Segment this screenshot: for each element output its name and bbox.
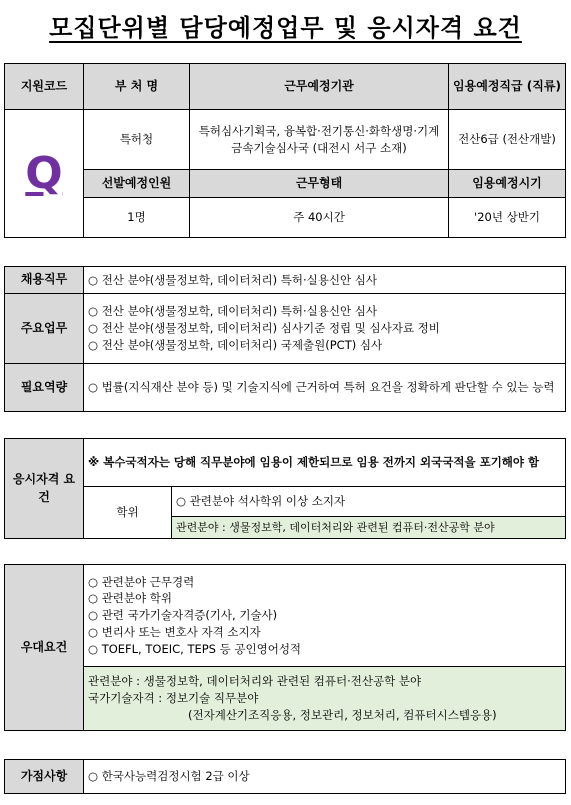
degree-value: ○ 관련분야 석사학위 이상 소지자 <box>172 487 566 517</box>
main-duties-list <box>84 294 566 364</box>
page-title: 모집단위별 담당예정업무 및 응시자격 요건 <box>49 14 522 42</box>
count-value: 1명 <box>84 198 190 238</box>
work-type-value: 주 40시간 <box>190 198 449 238</box>
list-item: ○ TOEFL, TOEIC, TEPS 등 공인영어성적 <box>88 641 302 656</box>
grade-value: 전산6급 (전산개발) <box>449 110 566 170</box>
list-item: ○ 전산 분야(생물정보학, 데이터처리) 국제출원(PCT) 심사 <box>88 337 383 352</box>
preference-label: 우대요건 <box>5 565 84 731</box>
qualification-label: 응시자격 요건 <box>5 439 84 539</box>
preference-list <box>84 565 566 667</box>
competency-item: ○ 법률(지식재산 분야 등) 및 기술지식에 근거하여 특허 요건을 정확하게 판단할 수 있는 능력 <box>84 364 566 412</box>
period-value: '20년 상반기 <box>449 198 566 238</box>
header-code: 지원코드 <box>5 64 84 110</box>
list-item: ○ 변리사 또는 변호사 자격 소지자 <box>88 624 261 639</box>
qualification-table <box>4 438 566 539</box>
header-period: 임용예정시기 <box>449 170 566 198</box>
preference-table <box>4 564 566 731</box>
list-item: ○ 전산 분야(생물정보학, 데이터처리) 심사기준 정립 및 심사자료 정비 <box>88 321 440 336</box>
dual-citizenship-note: ※ 복수국적자는 당해 직무분야에 임용이 제한되므로 임용 전까지 외국국적을 포기해야 함 <box>84 439 566 487</box>
list-item: ○ 관련분야 학위 <box>88 591 172 606</box>
bonus-label: 가점사항 <box>5 760 84 794</box>
header-count: 선발예정인원 <box>84 170 190 198</box>
list-item: ○ 관련 국가기술자격증(기사, 기술사) <box>88 608 278 623</box>
preference-related <box>84 667 566 731</box>
certificate-list: (전자계산기조직응용, 정보관리, 정보처리, 컴퓨터시스템응용) <box>188 707 497 722</box>
duties-table <box>4 266 566 412</box>
main-duties-label: 주요업무 <box>5 294 84 364</box>
degree-related-field: 관련분야 : 생물정보학, 데이터처리와 관련된 컴퓨터·전산공학 분야 <box>172 517 566 539</box>
position-info-table <box>4 63 566 238</box>
related-field: 관련분야 : 생물정보학, 데이터처리와 관련된 컴퓨터·전산공학 분야 <box>88 674 422 689</box>
agency-value: 특허심사기획국, 융복합·전기통신·화학생명·기계금속기술심사국 (대전시 서구 소재) <box>190 110 449 170</box>
hire-label: 채용직무 <box>5 267 84 294</box>
list-item: ○ 전산 분야(생물정보학, 데이터처리) 특허·실용신안 심사 <box>88 304 377 319</box>
header-dept: 부 처 명 <box>84 64 190 110</box>
national-certificate: 국가기술자격 : 정보기술 직무분야 <box>88 691 259 706</box>
header-agency: 근무예정기관 <box>190 64 449 110</box>
list-item: ○ 관련분야 근무경력 <box>88 574 195 589</box>
code-value: Q <box>5 110 84 238</box>
bonus-table <box>4 759 566 794</box>
bonus-value: ○ 한국사능력검정시험 2급 이상 <box>84 760 566 794</box>
dept-value: 특허청 <box>84 110 190 170</box>
hire-item: ○ 전산 분야(생물정보학, 데이터처리) 특허·실용신안 심사 <box>84 267 566 294</box>
header-work-type: 근무형태 <box>190 170 449 198</box>
degree-label: 학위 <box>84 487 172 539</box>
header-grade: 임용예정직급 (직류) <box>449 64 566 110</box>
competency-label: 필요역량 <box>5 364 84 412</box>
